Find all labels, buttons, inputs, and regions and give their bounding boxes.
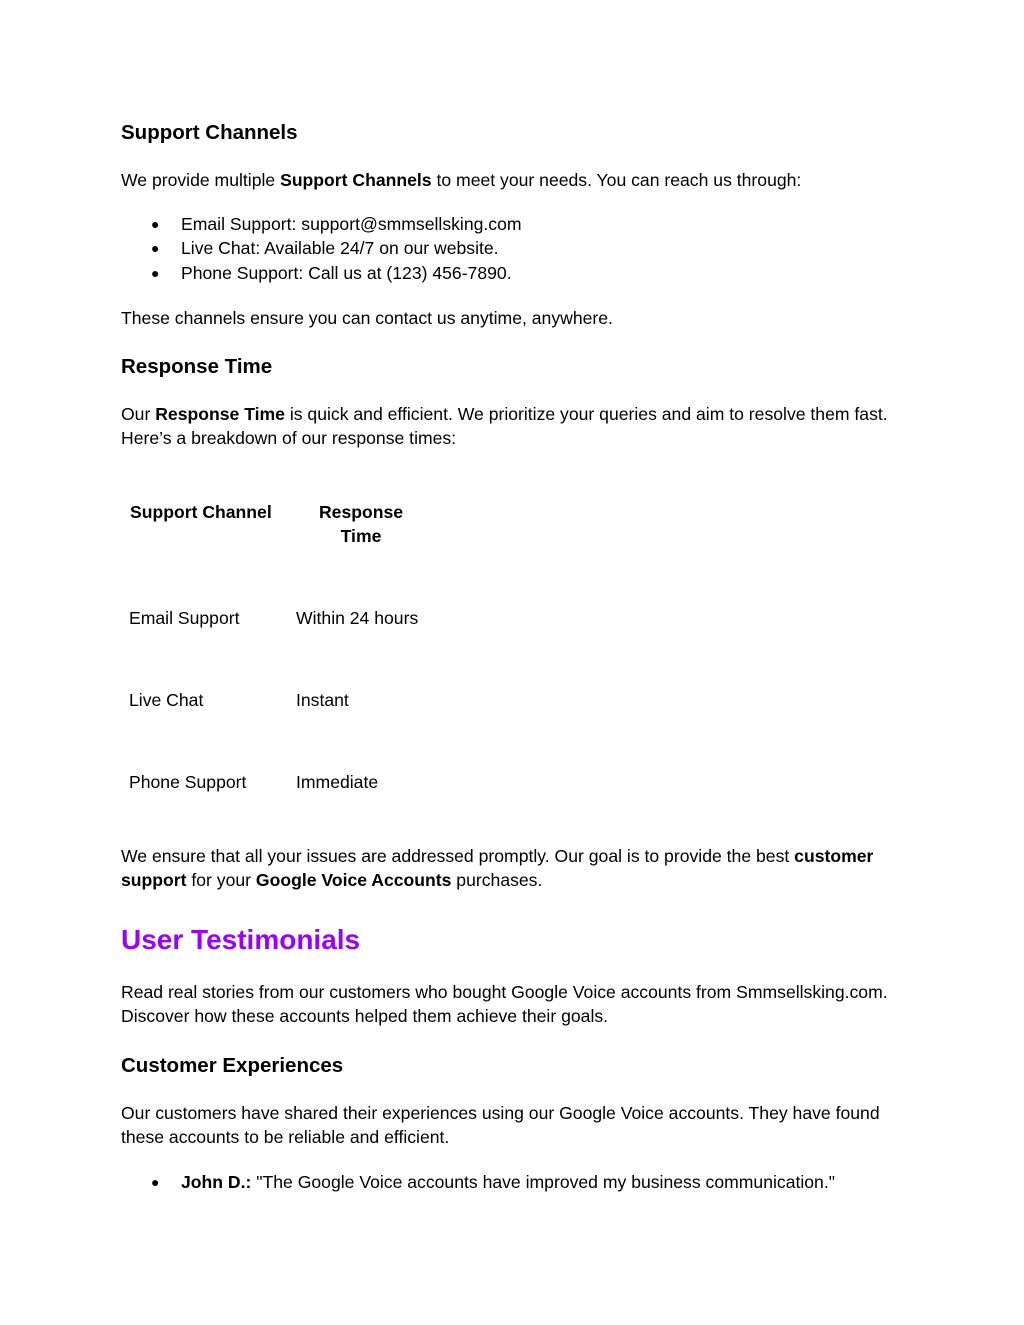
table-cell: Phone Support (129, 772, 247, 792)
table-cell: Instant (296, 690, 349, 710)
bullet-icon: ● (151, 240, 160, 257)
table-header-response: Response Time (318, 502, 404, 547)
bullet-icon: ● (151, 264, 160, 281)
testimonial-author: John D.: (181, 1172, 252, 1192)
testimonial-quote: "The Google Voice accounts have improved my business communication." (251, 1172, 835, 1192)
closing-text: purchases. (451, 870, 543, 891)
response-time-intro (121, 402, 901, 451)
list-item (121, 236, 901, 260)
testimonials-intro: Read real stories from our customers who bought Google Voice accounts from Smmsellsking.com. Discover how these accounts helped them achieve their goals. (121, 982, 888, 1027)
support-channels-list (121, 212, 901, 285)
support-channels-intro (121, 168, 901, 192)
bullet-icon: ● (151, 1174, 160, 1190)
table-cell: Email Support (129, 608, 240, 628)
bullet-icon: ● (151, 216, 160, 232)
response-time-heading: Response Time (121, 355, 273, 378)
intro-text: We provide multiple (121, 170, 281, 190)
list-item-text: Live Chat: Available 24/7 on our website. (181, 238, 499, 259)
list-item (121, 1170, 901, 1194)
closing-bold-text: Google Voice Accounts (255, 870, 452, 891)
intro-text: Our (121, 404, 156, 424)
closing-text: for your (186, 870, 256, 891)
intro-bold-text: Support Channels (280, 170, 432, 190)
list-item-text: Email Support: support@smmsellsking.com (181, 214, 522, 234)
intro-bold-text: Response Time (155, 404, 285, 424)
table-cell: Within 24 hours (296, 608, 419, 628)
closing-bold-text: customer support (121, 846, 874, 891)
table-cell: Live Chat (129, 690, 204, 710)
closing-text: We ensure that all your issues are addressed promptly. Our goal is to provide the best (121, 846, 795, 866)
user-testimonials-heading: User Testimonials (121, 924, 361, 955)
intro-text-end: is quick and efficient. We prioritize your queries and aim to resolve them fast. Here’s a breakdown of our response times: (121, 404, 888, 449)
table-header-channel: Support Channel (130, 502, 272, 522)
customer-experiences-intro: Our customers have shared their experiences using our Google Voice accounts. They have found these accounts to be reliable and efficient. (121, 1103, 880, 1148)
testimonial-list (121, 1170, 901, 1194)
customer-experiences-heading: Customer Experiences (121, 1054, 344, 1077)
response-time-closing (121, 844, 901, 893)
support-channels-outro: These channels ensure you can contact us anytime, anywhere. (121, 308, 613, 328)
list-item-text: Phone Support: Call us at (123) 456-7890. (181, 262, 512, 283)
intro-text-end: to meet your needs. You can reach us through: (431, 170, 802, 190)
support-channels-heading: Support Channels (121, 121, 298, 144)
list-item (121, 261, 901, 285)
table-cell: Immediate (296, 772, 379, 792)
list-item (121, 212, 901, 236)
